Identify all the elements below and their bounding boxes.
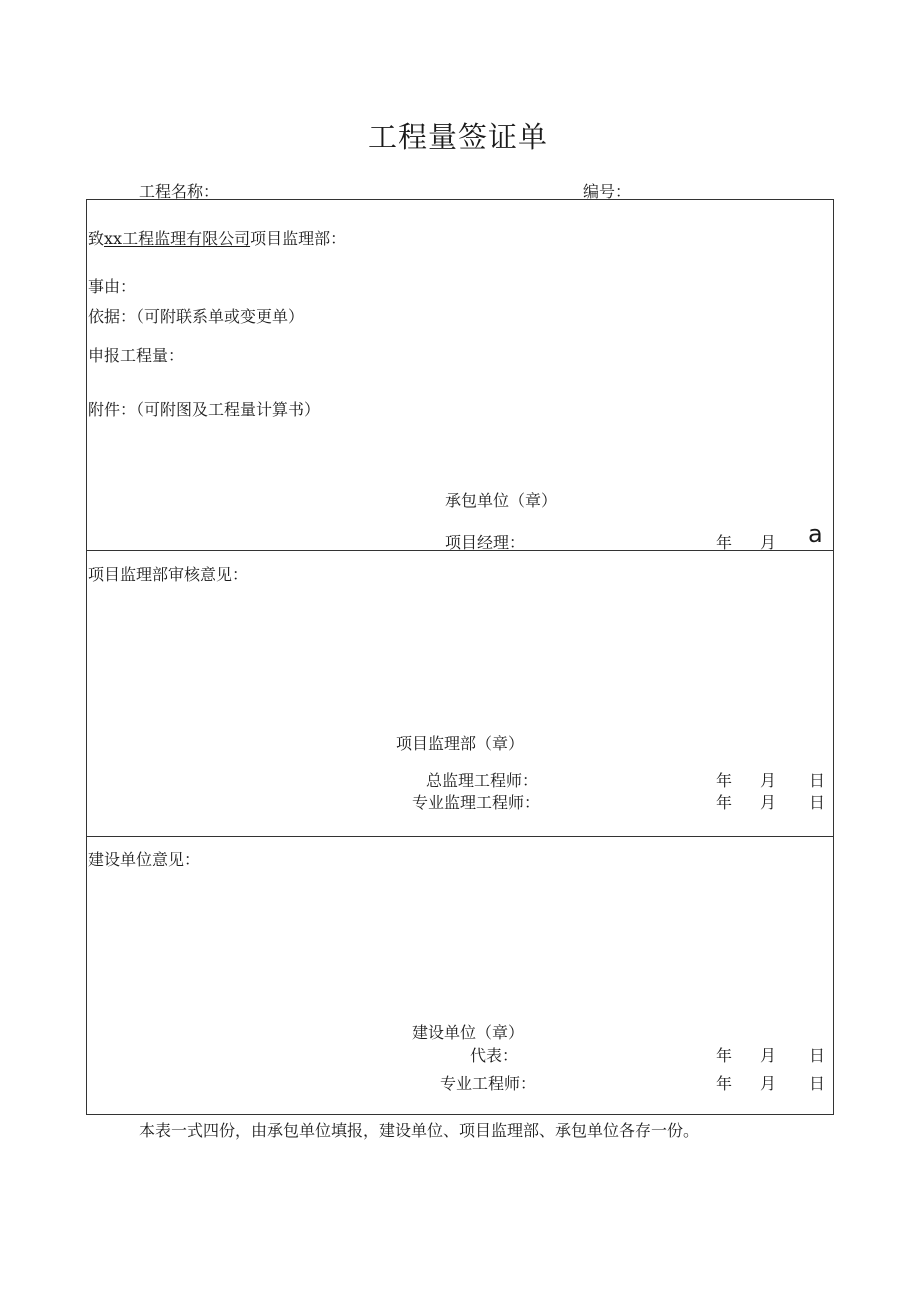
day-label: 日 bbox=[809, 1074, 826, 1093]
section-divider bbox=[87, 550, 833, 551]
project-manager-label: 项目经理： bbox=[445, 533, 526, 552]
serial-number-label: 编号： bbox=[583, 182, 632, 201]
footer-note: 本表一式四份，由承包单位填报，建设单位、项目监理部、承包单位各存一份。 bbox=[139, 1121, 700, 1140]
year-label: 年 bbox=[716, 771, 733, 790]
section-divider bbox=[87, 836, 833, 837]
owner-engineer-label: 专业工程师： bbox=[440, 1074, 537, 1093]
page-title: 工程量签证单 bbox=[368, 120, 549, 154]
addressee-line bbox=[88, 226, 346, 249]
owner-opinion-label: 建设单位意见： bbox=[88, 850, 201, 869]
day-label: 日 bbox=[809, 1046, 826, 1065]
month-label: 月 bbox=[760, 771, 777, 790]
day-label: 日 bbox=[809, 793, 826, 812]
month-label: 月 bbox=[760, 1046, 777, 1065]
month-label: 月 bbox=[760, 1074, 777, 1093]
basis-label: 依据：（可附联系单或变更单） bbox=[88, 307, 305, 326]
year-label: 年 bbox=[716, 533, 733, 552]
declared-quantity-label: 申报工程量： bbox=[88, 346, 185, 365]
attachment-label: 附件：（可附图及工程量计算书） bbox=[88, 400, 321, 419]
day-label: 日 bbox=[809, 771, 826, 790]
supervision-stamp-label: 项目监理部（章） bbox=[396, 734, 525, 753]
contractor-stamp-label: 承包单位（章） bbox=[445, 491, 558, 510]
owner-stamp-label: 建设单位（章） bbox=[412, 1023, 525, 1042]
addressee-prefix: 致 bbox=[88, 229, 105, 248]
day-label: a bbox=[808, 520, 823, 548]
specialist-engineer-label: 专业监理工程师： bbox=[412, 793, 541, 812]
form-table bbox=[86, 199, 834, 1115]
project-name-label: 工程名称： bbox=[139, 182, 220, 201]
month-label: 月 bbox=[760, 793, 777, 812]
year-label: 年 bbox=[716, 1046, 733, 1065]
representative-label: 代表： bbox=[470, 1046, 519, 1065]
chief-engineer-label: 总监理工程师： bbox=[426, 771, 539, 790]
addressee-company: xx工程监理有限公司 bbox=[104, 229, 251, 248]
addressee-suffix: 项目监理部： bbox=[250, 229, 347, 248]
year-label: 年 bbox=[716, 793, 733, 812]
year-label: 年 bbox=[716, 1074, 733, 1093]
supervision-opinion-label: 项目监理部审核意见： bbox=[88, 565, 249, 584]
month-label: 月 bbox=[760, 533, 777, 552]
reason-label: 事由： bbox=[88, 277, 137, 296]
